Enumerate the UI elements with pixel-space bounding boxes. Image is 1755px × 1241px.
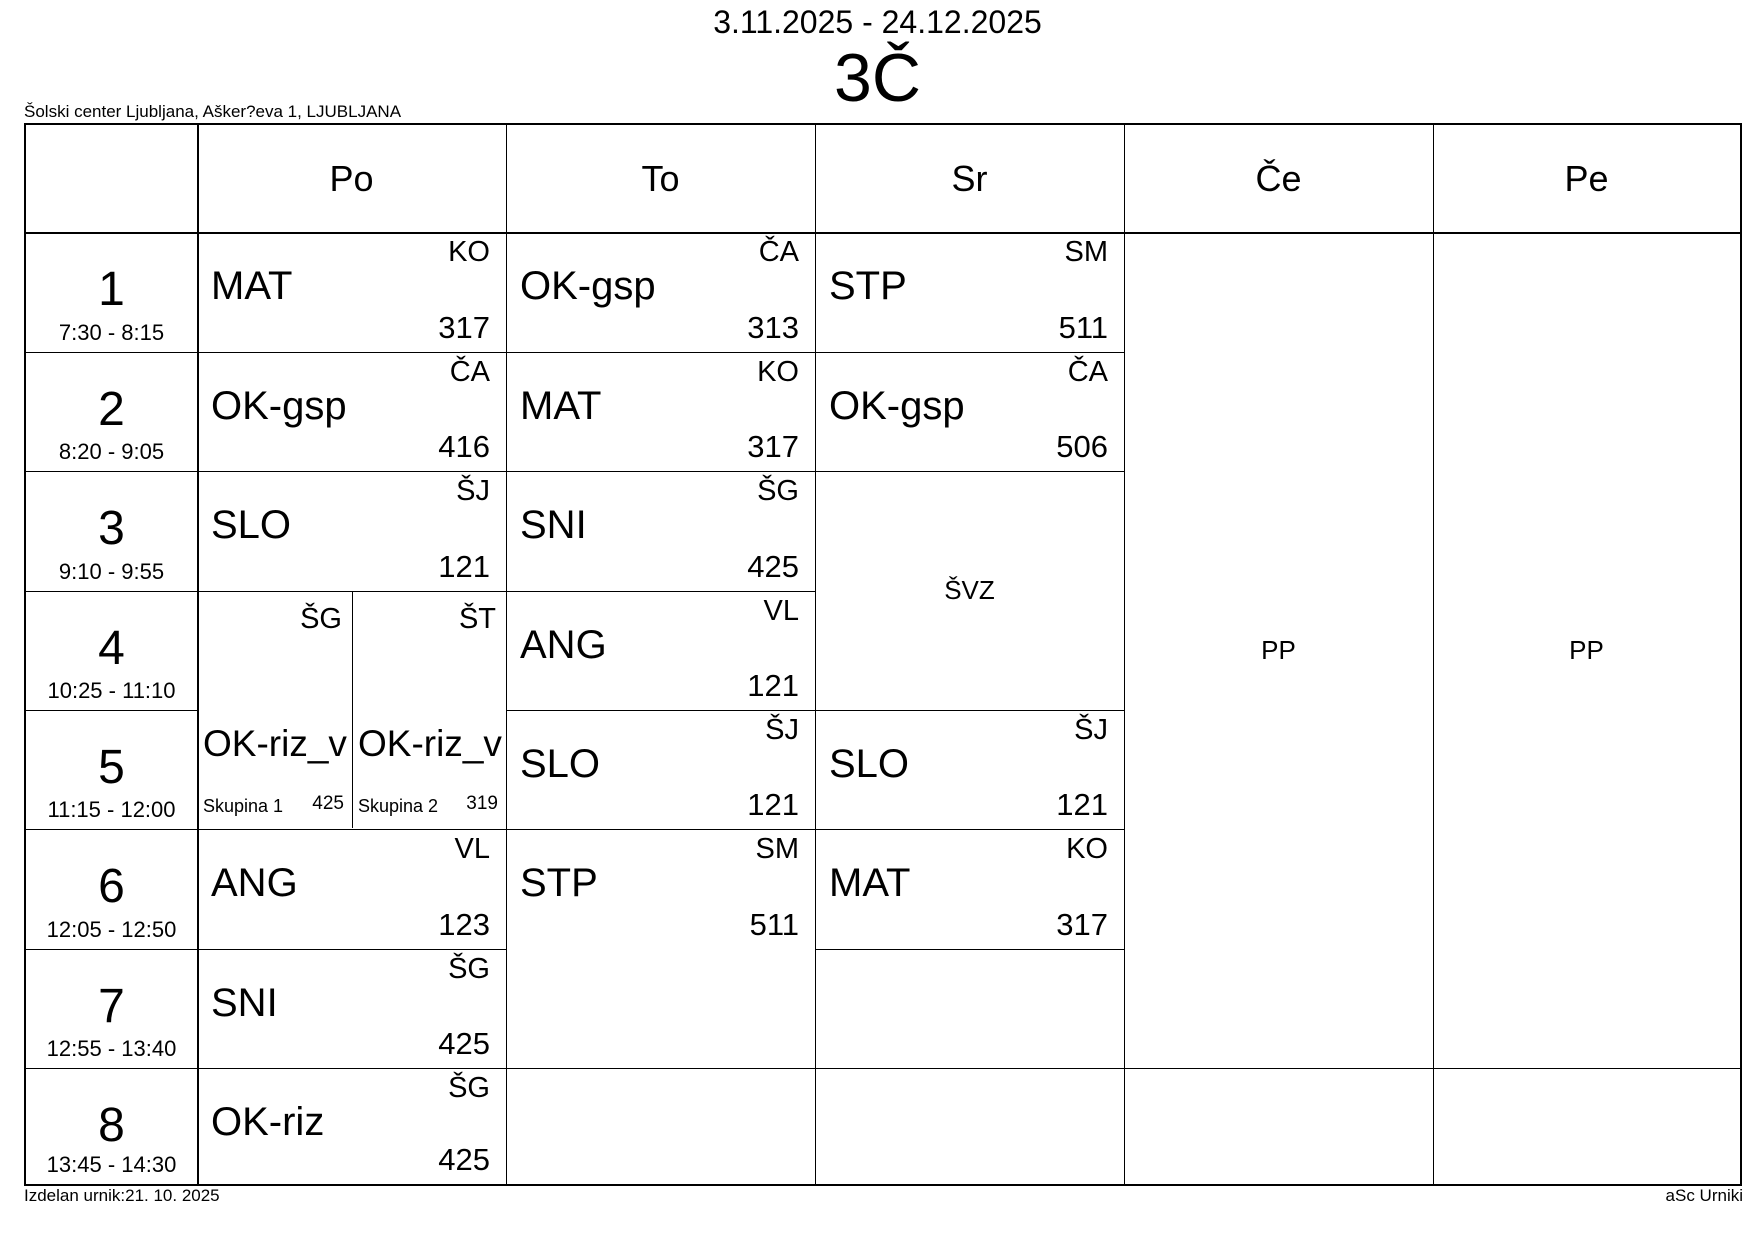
date-range: 3.11.2025 - 24.12.2025 <box>713 4 1042 40</box>
lesson-teacher: ŠG <box>757 475 799 507</box>
lesson-to-6 <box>506 829 815 949</box>
period-4 <box>26 591 197 710</box>
lesson-sr-1 <box>815 232 1124 352</box>
class-title: 3Č <box>834 40 921 116</box>
activity-ce-1-7 <box>1124 232 1433 1068</box>
lesson-room: 121 <box>747 668 799 703</box>
lesson-teacher: ŠT <box>458 603 496 635</box>
lesson-room: 121 <box>1056 787 1108 822</box>
period-5 <box>26 710 197 829</box>
period-2 <box>26 352 197 471</box>
period-time: 12:05 - 12:50 <box>46 917 177 942</box>
lesson-subject: OK-gsp <box>211 384 347 428</box>
period-1 <box>26 232 197 352</box>
lesson-room: 511 <box>1058 310 1108 345</box>
grid-line <box>815 949 1124 950</box>
lesson-subject: MAT <box>211 264 293 308</box>
lesson-teacher: ŠG <box>448 1072 490 1104</box>
lesson-group: Skupina 2 <box>358 796 439 816</box>
lesson-teacher: ŠJ <box>456 475 490 507</box>
period-number: 7 <box>98 980 125 1033</box>
lesson-teacher: KO <box>1066 833 1108 865</box>
lesson-room: 123 <box>438 907 490 942</box>
school-name: Šolski center Ljubljana, Ašker?eva 1, LJUBLJANA <box>24 102 402 121</box>
day-header-ce <box>1124 125 1433 232</box>
lesson-room: 425 <box>438 1142 490 1177</box>
lesson-sr-3-4 <box>815 471 1124 710</box>
day-label: To <box>641 157 680 199</box>
lesson-to-4 <box>506 591 815 710</box>
lesson-teacher: SM <box>1064 236 1108 268</box>
period-8 <box>26 1068 197 1184</box>
lesson-to-2 <box>506 352 815 471</box>
lesson-room: 319 <box>466 793 498 814</box>
day-label: Po <box>329 157 374 199</box>
period-time: 7:30 - 8:15 <box>58 320 165 345</box>
lesson-room: 317 <box>438 310 490 345</box>
period-time: 10:25 - 11:10 <box>47 678 176 703</box>
lesson-room: 121 <box>438 549 490 584</box>
lesson-subject: SNI <box>520 503 587 547</box>
lesson-room: 121 <box>747 787 799 822</box>
lesson-room: 317 <box>1056 907 1108 942</box>
lesson-room: 425 <box>438 1026 490 1061</box>
lesson-teacher: KO <box>448 236 490 268</box>
lesson-teacher: ŠG <box>300 603 342 635</box>
lesson-subject: ANG <box>211 861 298 905</box>
lesson-subject: SNI <box>211 981 278 1025</box>
grid-line <box>1124 1068 1740 1069</box>
period-number: 5 <box>98 741 125 794</box>
lesson-teacher: ČA <box>449 356 490 388</box>
lesson-po-3 <box>197 471 506 591</box>
lesson-subject: OK-riz_v <box>203 723 347 764</box>
lesson-subject: OK-gsp <box>829 384 965 428</box>
lesson-teacher: ŠG <box>448 953 490 985</box>
created-date: Izdelan urnik:21. 10. 2025 <box>24 1186 220 1205</box>
lesson-po-4-5-group-1 <box>197 591 352 829</box>
day-header-pe <box>1433 125 1740 232</box>
activity-label: PP <box>1261 634 1296 665</box>
lesson-subject: OK-gsp <box>520 264 656 308</box>
lesson-room: 511 <box>749 907 799 942</box>
lesson-room: 506 <box>1056 429 1108 464</box>
lesson-to-1 <box>506 232 815 352</box>
period-number: 1 <box>98 263 125 316</box>
lesson-subject: ANG <box>520 623 607 667</box>
lesson-subject: OK-riz_v <box>358 723 502 764</box>
lesson-room: 416 <box>438 429 490 464</box>
period-6 <box>26 829 197 949</box>
period-time: 9:10 - 9:55 <box>58 559 165 584</box>
lesson-to-3 <box>506 471 815 591</box>
lesson-room: 425 <box>747 549 799 584</box>
lesson-sr-6 <box>815 829 1124 949</box>
lesson-teacher: ČA <box>758 236 799 268</box>
timetable-grid <box>24 123 1742 1186</box>
activity-label: ŠVZ <box>944 575 995 605</box>
lesson-po-8 <box>197 1068 506 1184</box>
software-credit: aSc Urniki <box>1665 1186 1743 1205</box>
day-label: Pe <box>1564 157 1609 199</box>
lesson-room: 317 <box>747 429 799 464</box>
lesson-subject: SLO <box>211 503 292 547</box>
lesson-po-7 <box>197 949 506 1068</box>
lesson-room: 313 <box>747 310 799 345</box>
lesson-subject: OK-riz <box>211 1100 325 1144</box>
period-number: 3 <box>98 502 125 555</box>
period-time: 12:55 - 13:40 <box>46 1036 177 1061</box>
lesson-teacher: ČA <box>1067 356 1108 388</box>
period-time: 11:15 - 12:00 <box>47 797 176 822</box>
day-label: Sr <box>951 157 988 199</box>
period-number: 6 <box>98 860 125 913</box>
period-number: 2 <box>98 383 125 436</box>
activity-pe-1-7 <box>1433 232 1740 1068</box>
lesson-po-1 <box>197 232 506 352</box>
period-time: 8:20 - 9:05 <box>58 439 165 464</box>
grid-line <box>815 1068 1124 1069</box>
day-header-to <box>506 125 815 232</box>
lesson-sr-2 <box>815 352 1124 471</box>
period-number: 4 <box>98 622 125 675</box>
lesson-group: Skupina 1 <box>203 796 284 816</box>
day-header-po <box>197 125 506 232</box>
lesson-po-6 <box>197 829 506 949</box>
lesson-subject: MAT <box>520 384 602 428</box>
lesson-teacher: ŠJ <box>765 714 799 746</box>
period-number: 8 <box>98 1099 125 1152</box>
lesson-subject: STP <box>829 264 907 308</box>
lesson-sr-5 <box>815 710 1124 829</box>
day-header-sr <box>815 125 1124 232</box>
lesson-teacher: VL <box>763 595 799 627</box>
lesson-teacher: SM <box>755 833 799 865</box>
day-label: Če <box>1255 157 1302 199</box>
activity-label: PP <box>1569 634 1604 665</box>
period-3 <box>26 471 197 591</box>
lesson-subject: SLO <box>520 742 601 786</box>
lesson-to-5 <box>506 710 815 829</box>
lesson-po-4-5-group-2 <box>352 591 506 829</box>
lesson-subject: MAT <box>829 861 911 905</box>
lesson-teacher: VL <box>454 833 490 865</box>
period-7 <box>26 949 197 1068</box>
lesson-teacher: KO <box>757 356 799 388</box>
grid-line <box>506 1068 815 1069</box>
lesson-teacher: ŠJ <box>1074 714 1108 746</box>
lesson-subject: SLO <box>829 742 910 786</box>
lesson-po-2 <box>197 352 506 471</box>
lesson-subject: STP <box>520 861 598 905</box>
lesson-room: 425 <box>312 793 344 814</box>
period-time: 13:45 - 14:30 <box>46 1152 177 1177</box>
